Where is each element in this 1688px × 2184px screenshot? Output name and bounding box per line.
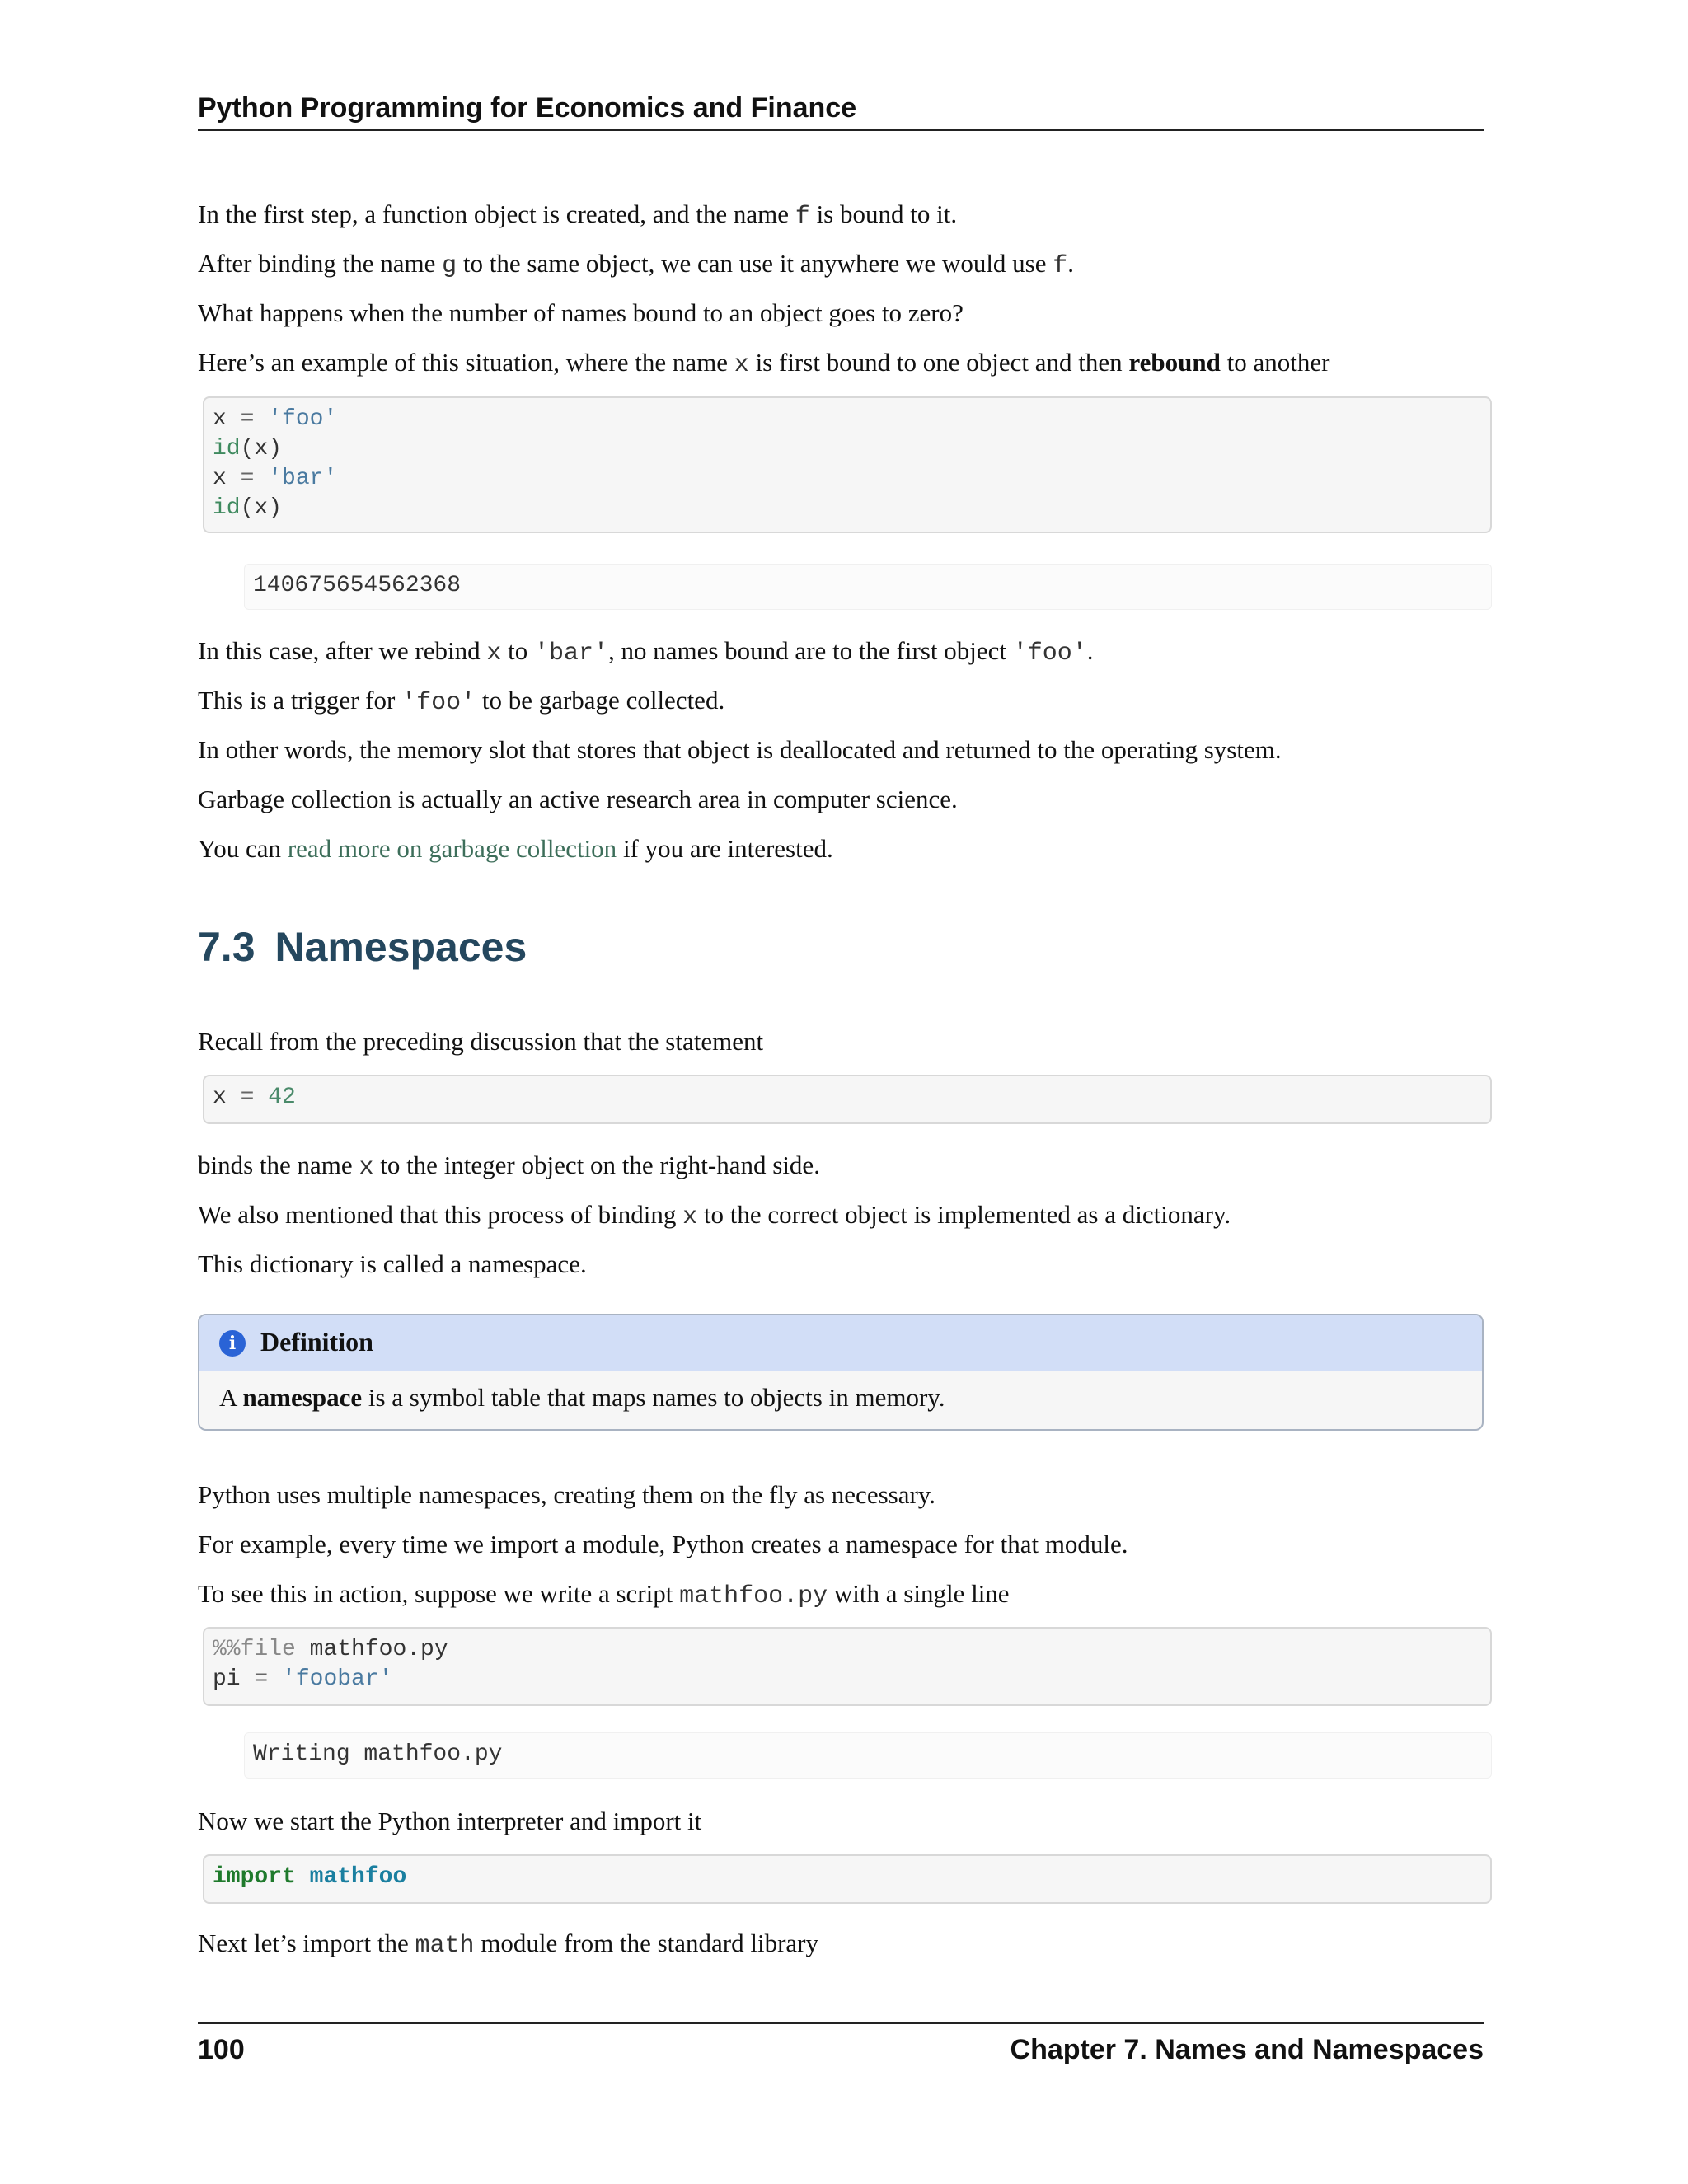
- page-number: 100: [198, 2034, 245, 2065]
- code-line: %%file mathfoo.py: [213, 1637, 448, 1662]
- bold-term: namespace: [242, 1383, 363, 1412]
- paragraph-memory-slot: In other words, the memory slot that stores that object is deallocated and returned to the operating system.: [198, 735, 1282, 764]
- paragraph-binding-g: After binding the name g to the same object, we can use it anywhere we would use f.: [198, 249, 1075, 280]
- code-line: x = 'foo': [213, 406, 338, 432]
- inline-code: 'foo': [401, 689, 476, 717]
- chapter-title: Chapter 7. Names and Namespaces: [1010, 2034, 1484, 2065]
- paragraph-binds-name: binds the name x to the integer object on the right-hand side.: [198, 1151, 820, 1182]
- inline-code: x: [734, 351, 749, 379]
- inline-code: 'foo': [1012, 640, 1087, 668]
- code-line: import mathfoo: [213, 1864, 407, 1890]
- paragraph-function-object: In the first step, a function object is created, and the name f is bound to it.: [198, 199, 958, 231]
- paragraph-rebound-example: Here’s an example of this situation, where the name x is first bound to one object and then rebound to another: [198, 348, 1330, 379]
- code-cell-rebind[interactable]: [203, 396, 1492, 533]
- paragraph-recall: Recall from the preceding discussion that the statement: [198, 1027, 764, 1056]
- paragraph-rebind-case: In this case, after we rebind x to 'bar', no names bound are to the first object 'foo'.: [198, 636, 1094, 668]
- paragraph-names-zero: What happens when the number of names bound to an object goes to zero?: [198, 298, 964, 327]
- paragraph-garbage-research: Garbage collection is actually an active research area in computer science.: [198, 785, 958, 813]
- section-number: 7.3: [198, 924, 256, 970]
- code-line: x = 42: [213, 1085, 296, 1110]
- inline-code: x: [682, 1203, 698, 1231]
- code-line: pi = 'foobar': [213, 1666, 393, 1692]
- admonition-title: Definition: [260, 1327, 373, 1357]
- paragraph-import-math: Next let’s import the math module from the standard library: [198, 1929, 819, 1960]
- bold-term: rebound: [1128, 348, 1221, 377]
- admonition-header: [199, 1315, 1482, 1371]
- definition-admonition: [198, 1314, 1484, 1431]
- section-heading: [198, 923, 527, 971]
- inline-code: math: [415, 1932, 475, 1960]
- inline-code: g: [442, 252, 457, 280]
- paragraph-write-script: To see this in action, suppose we write a script mathfoo.py with a single line: [198, 1579, 1010, 1610]
- running-header: [198, 92, 1484, 131]
- paragraph-multiple-namespaces: Python uses multiple namespaces, creating them on the fly as necessary.: [198, 1480, 936, 1509]
- garbage-collection-link[interactable]: read more on garbage collection: [287, 834, 617, 863]
- inline-code: x: [486, 640, 502, 668]
- info-icon: i: [219, 1330, 246, 1357]
- paragraph-import-module: For example, every time we import a module, Python creates a namespace for that module.: [198, 1530, 1128, 1558]
- code-output-id: 140675654562368: [244, 564, 1492, 610]
- section-title: Namespaces: [274, 924, 528, 970]
- inline-code: f: [795, 203, 810, 231]
- book-title: Python Programming for Economics and Finance: [198, 92, 857, 124]
- paragraph-namespace-called: This dictionary is called a namespace.: [198, 1249, 587, 1278]
- code-line: x = 'bar': [213, 466, 338, 491]
- paragraph-garbage-trigger: This is a trigger for 'foo' to be garbage collected.: [198, 686, 725, 717]
- code-cell-import[interactable]: [203, 1854, 1492, 1904]
- inline-code: f: [1053, 252, 1068, 280]
- code-cell-mathfoo[interactable]: [203, 1627, 1492, 1706]
- code-line: id(x): [213, 436, 283, 462]
- paragraph-read-more: You can read more on garbage collection if you are interested.: [198, 834, 833, 863]
- paragraph-dictionary-binding: We also mentioned that this process of binding x to the correct object is implemented as a dictionary.: [198, 1200, 1231, 1231]
- running-footer: [198, 2022, 1484, 2074]
- code-cell-assign[interactable]: [203, 1075, 1492, 1124]
- inline-code: x: [359, 1154, 374, 1182]
- admonition-body: A namespace is a symbol table that maps names to objects in memory.: [219, 1383, 945, 1412]
- code-line: id(x): [213, 495, 283, 521]
- inline-code: 'bar': [533, 640, 608, 668]
- code-output-writing: Writing mathfoo.py: [244, 1732, 1492, 1779]
- inline-code: mathfoo.py: [679, 1582, 828, 1610]
- paragraph-start-interpreter: Now we start the Python interpreter and import it: [198, 1807, 702, 1835]
